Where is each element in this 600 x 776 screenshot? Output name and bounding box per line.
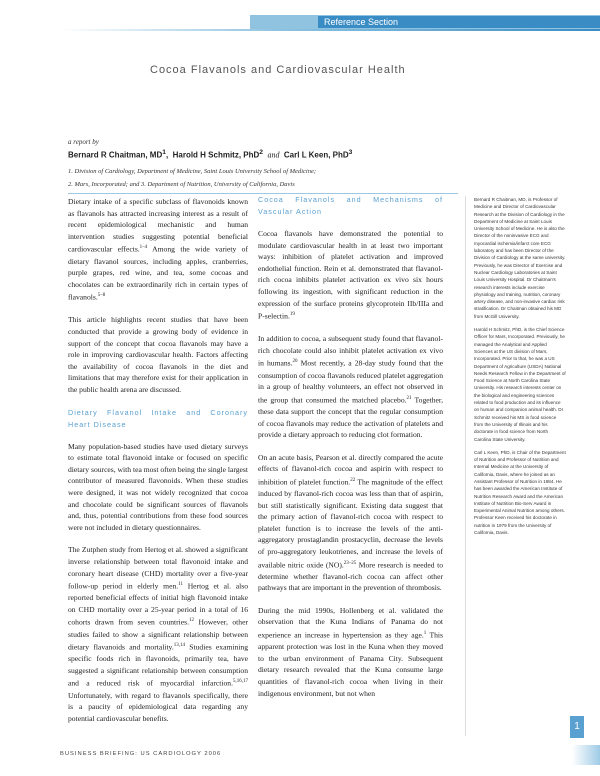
and-word: and [267, 150, 280, 160]
author-name: Bernard R Chaitman, MD [68, 150, 163, 160]
paragraph: During the mid 1990s, Hollenberg et al. validated the observation that the Kuna Indians of Panama do not experience an increase in hypertension as they age.$^1$ This apparent protection was lost in the Kuna when they moved to the urban environment of Panama City. Subsequent dietary research revealed that the Kuna consume large quantities of flavanol-rich cocoa when living in their indigenous environment, but not when [258, 605, 444, 698]
paragraph: On an acute basis, Pearson et al. directly compared the acute effects of flavanol-rich cocoa and aspirin with respect to inhibition of platelet function.$^{22}$ The magnitude of the effect induced by flavanol-rich cocoa was less than that of aspirin, but still statistically significant. Existing data suggest that the primary action of flavanol-rich cocoa with respect to platelet function is to increase the levels of the anti-aggregatory prostaglandin prostacyclin, decrease the levels of pro-aggregatory leukotrienes, and increase the levels of available nitric oxide (NO).$^{23-25}$ More research is needed to determine whether flavanol-rich cocoa can affect other pathways that are important in the prevention of thrombosis. [258, 452, 443, 593]
paragraph: Cocoa flavanols have demonstrated the potential to modulate cardiovascular health in at least two important ways: inhibition of platelet activation and improved endothelial function. Rein et al. demonstrated that flavanol-rich cocoa inhibits platelet activation ex vivo six hours following its ingestion, with significant reduction in the expression of the surface proteins glycoprotein IIb/IIIa and P-selectin.$^{19}$ [258, 229, 443, 321]
footer-gradient [572, 745, 600, 765]
author-name: Carl L Keen, PhD [283, 150, 349, 160]
affiliation-1: 1. Division of Cardiology, Department of Medicine, Saint Louis University School of Medicine; [68, 168, 316, 175]
paragraph: The Zutphen study from Hertog et al. showed a significant inverse relationship between total flavonoid intake and coronary heart disease (CHD) mortality over a five-year follow-up period in elderly men.$^{11}$ Hertog et al. also reported beneficial effects of initial high flavonoid intake on CHD mortality over a 25-year period in a total of 16 cohorts drawn from seven countries.$^{12}$ However, other studies failed to show a significant relationship between dietary flavanoids and mortality.$^{13,14}$ Studies examining specific foods rich in flavonoids, primarily tea, have suggested a significant relationship between consumption and a reduced risk of myocardial infarction.$^{5,16,17}$ Unfortunately, with regard to flavanols specifically, there is a paucity of epidemiological data regarding any potential cardiovascular benefits. [68, 545, 248, 723]
author-name: Harold H Schmitz, PhD [172, 150, 260, 160]
section-heading: Cocoa Flavanols and Mechanisms of Vascular Action [258, 195, 443, 216]
page-number: 1 [570, 716, 584, 738]
paragraph: This article highlights recent studies that have been conducted that provide a growing body of evidence in support of the concept that cocoa flavanols may have a role in improving cardiovascular health. Factors affecting the availability of cocoa flavanols in the diet and limitations that may therefore exist for their application in the public health arena are discussed. [68, 315, 248, 394]
author-list: Bernard R Chaitman, $MD^1$, Harold H Schmitz, PhD$^2$ and Carl L Keen, PhD$^3$ [68, 149, 353, 160]
author-bios [474, 196, 566, 542]
column-1 [68, 196, 248, 735]
paragraph: Many population-based studies have used dietary surveys to estimate total flavonoid intake or focused on specific dietary sources, with tea most often being the single largest contributor of measured flavonoids. When these studies were designed, it was not widely recognized that cocoa and chocolate could be significant sources of flavanols and, thus, potential contributions from these food sources were not included in dietary questionnaires. [68, 441, 248, 532]
author-bio: Harold H Schmitz, PhD, is the Chief Science Officer for Mars, Incorporated. Previously, he managed the Analytical and Applied Sciences at the US division of Mars, Incorporated. Prior to that, he was a US Department of Agriculture (USDA) National Needs Research Fellow in the Department of Food Science at North Carolina State University. His research interests center on the biological and engineering sciences related to food production and its influence on human and companion animal health. Dr Schmitz received his MS in food science from the University of Illinois and his doctorate in food science from North Carolina State University. [474, 327, 566, 442]
column-2 [258, 190, 443, 710]
paragraph: Dietary intake of a specific subclass of flavonoids known as flavanols has attracted increasing interest as a result of recent epidemiological mechanistic and human intervention studies suggesting potential beneficial cardiovascular effects.$^{1-4}$ Among the wide variety of dietary flavanol sources, including apples, cranberries, purple grapes, red wine, and tea, some cocoas and chocolates can be extraordinarily rich in certain types of flavanols.$^{5-8}$ [68, 197, 248, 302]
report-label: a report by [68, 138, 99, 146]
footer-text: BUSINESS BRIEFING: US CARDIOLOGY 2006 [60, 751, 222, 757]
article-title: Cocoa Flavanols and Cardiovascular Health [150, 64, 406, 76]
section-label: Reference Section [318, 16, 600, 28]
paragraph: In addition to cocoa, a subsequent study found that flavanol-rich chocolate could also inhibit platelet activation ex vivo in humans.$^{20}$ Most recently, a 28-day study found that the consumption of cocoa flavanols reduced platelet aggregation in a group of healthy volunteers, an effect not observed in the group that consumed the matched placebo.$^{21}$ Together, these data support the concept that the regular consumption of cocoa flavanols may reduce the activation of platelets and provide a dietary approach to reducing clot formation. [258, 334, 444, 440]
header-gradient-line [60, 29, 600, 31]
column-separator [465, 196, 466, 736]
affiliation-2: 2. Mars, Incorporated; and 3. Department of Nutrition, University of California, Davis [68, 181, 295, 188]
author-bio: Bernard R Chaitman, MD, is Professor of Medicine and Director of Cardiovascular Research at the Division of Cardiology in the Department of Medicine at Saint Louis University School of Medicine. He is also the Director of the noninvasive ECG and myocardial ischemia/infarct core ECG laboratory and has been Director of the Division of Cardiology at the same university. Previously, he was Director of Exercise and Nuclear Cardiology Laboratories at Saint Louis University Hospital. Dr Chaitman's research interests include exercise physiology and training, nutrition, coronary artery disease, and non-invasive cardiac risk stratification. Dr Chaitman obtained his MD from McGill University. [474, 197, 566, 319]
author-bio: Carl L Keen, PhD, is Chair of the Department of Nutrition and Professor of Nutrition and Internal Medicine at the University of California, Davis, where he joined as an Assistant Professor of Nutrition in 1984. He has been awarded the American Institute of Nutrition Research Award and the American Institute of Nutrition Bio-Serv Award in Experimental Animal Nutrition among others. Professor Keen received his doctorate in nutrition in 1979 from the University of California, Davis. [474, 449, 566, 536]
section-heading: Dietary Flavanol Intake and Coronary Heart Disease [68, 407, 248, 429]
